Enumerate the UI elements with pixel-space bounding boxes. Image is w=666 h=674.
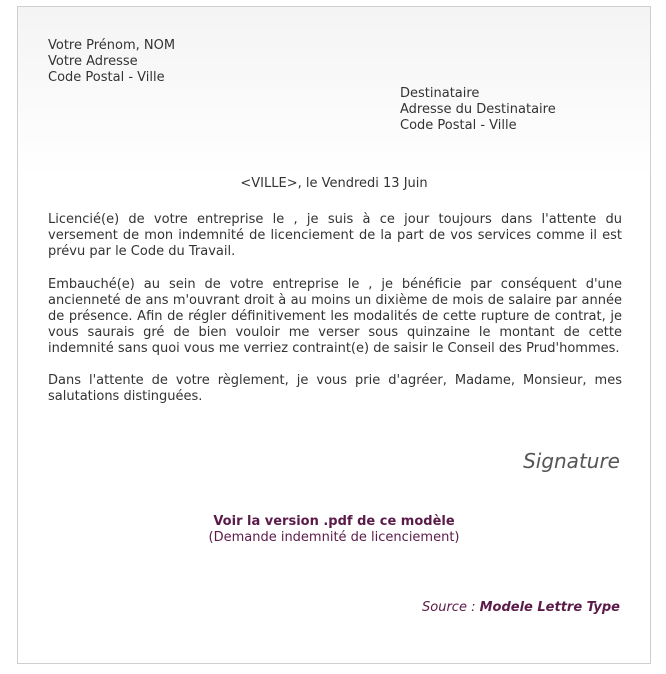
body-paragraph-1: Licencié(e) de votre entreprise le , je suis à ce jour toujours dans l'attente du versement de mon indemnité de licenciement de la part de vos services comme il est prévu par le Code du Travail.	[48, 212, 622, 259]
recipient-name: Destinataire	[400, 86, 480, 101]
pdf-version-subtitle: (Demande indemnité de licenciement)	[208, 530, 460, 545]
recipient-block	[400, 86, 556, 134]
recipient-city: Code Postal - Ville	[400, 118, 517, 133]
source-line	[422, 600, 620, 615]
sender-name: Votre Prénom, NOM	[48, 38, 176, 53]
sender-address: Votre Adresse	[48, 54, 138, 69]
body-paragraph-2: Embauché(e) au sein de votre entreprise le , je bénéficie par conséquent d'une ancienneté de ans m'ouvrant droit à au moins un dixième de mois de salaire par année de présence. Afin de régler définitivement les modalités de cette rupture de contrat, je vous saurais gré de bien vouloir me verser sous quinzaine le montant de cette indemnité sans quoi vous me verriez contraint(e) de saisir le Conseil des Prud'hommes.	[48, 277, 622, 356]
signature-text: Signature	[523, 449, 620, 473]
letter-container	[17, 6, 651, 664]
source-prefix: Source :	[422, 600, 480, 615]
recipient-address: Adresse du Destinataire	[400, 102, 556, 117]
sender-block	[48, 38, 175, 86]
date-line: <VILLE>, le Vendredi 13 Juin	[240, 176, 428, 191]
body-paragraph-3: Dans l'attente de votre règlement, je vous prie d'agréer, Madame, Monsieur, mes salutations distinguées.	[48, 373, 622, 404]
pdf-version-link[interactable]: Voir la version .pdf de ce modèle	[213, 514, 455, 529]
source-link[interactable]: Modele Lettre Type	[479, 600, 620, 615]
sender-city: Code Postal - Ville	[48, 70, 165, 85]
